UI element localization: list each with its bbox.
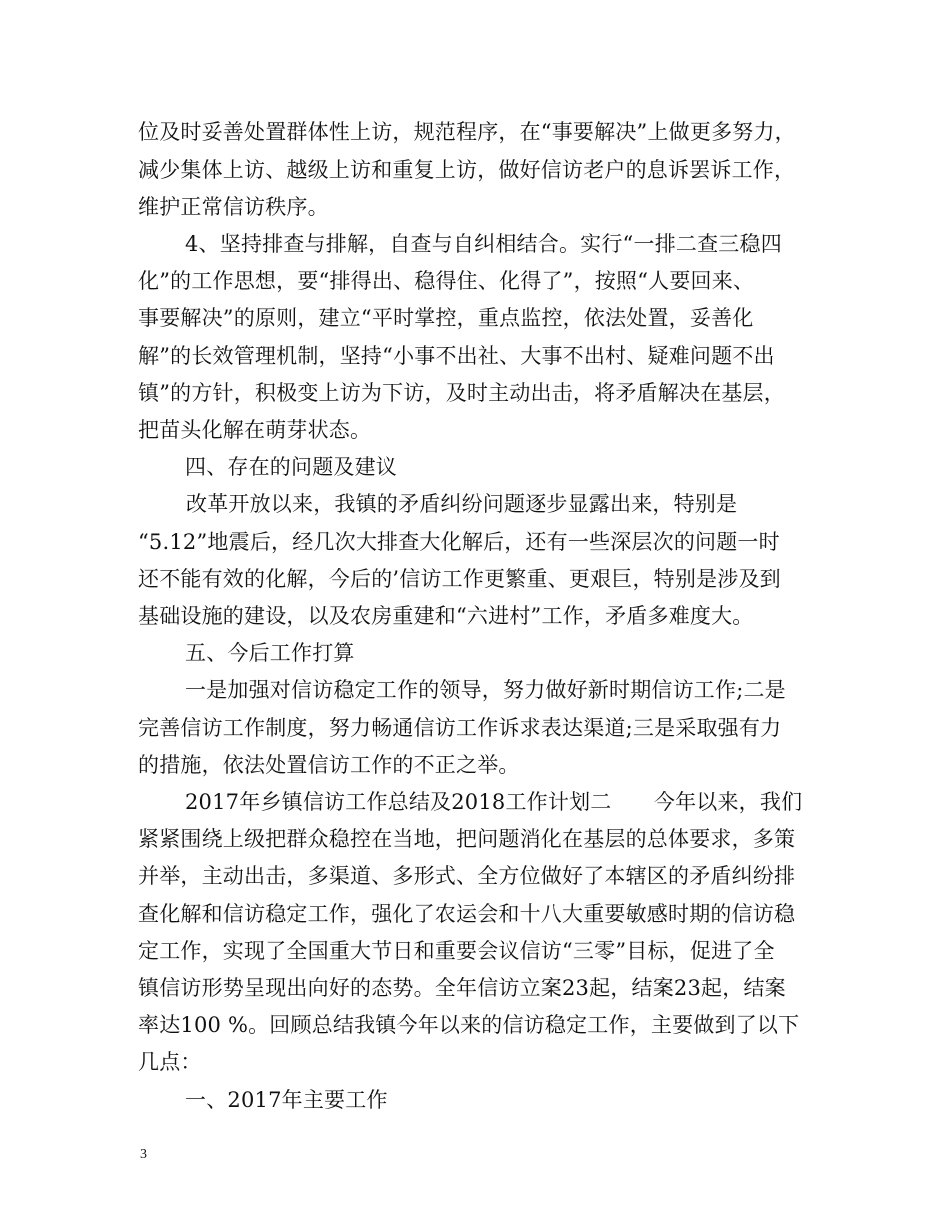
text-line-3: 维护正常信访秩序。 bbox=[138, 195, 329, 219]
text-line-17: 完善信访工作制度，努力畅通信访工作诉求表达渠道;三是采取强有力 bbox=[138, 716, 782, 740]
text-line-13: 还不能有效的化解，今后的’信访工作更繁重、更艰巨，特别是涉及到 bbox=[138, 567, 781, 591]
page-number: 3 bbox=[140, 1147, 147, 1162]
text-line-20: 紧紧围绕上级把群众稳控在当地，把问题消化在基层的总体要求，多策 bbox=[138, 827, 796, 851]
text-line-2: 减少集体上访、越级上访和重复上访，做好信访老户的息诉罢诉工作， bbox=[138, 158, 796, 182]
text-line-9: 把苗头化解在萌芽状态。 bbox=[138, 418, 372, 442]
text-line-4: 4、坚持排查与排解，自查与自纠相结合。实行“一排二查三稳四 bbox=[185, 232, 782, 256]
section-heading-5: 五、今后工作打算 bbox=[185, 641, 355, 665]
text-line-7: 解”的长效管理机制，坚持“小事不出社、大事不出村、疑难问题不出 bbox=[138, 344, 775, 368]
section-heading-4: 四、存在的问题及建议 bbox=[185, 455, 397, 479]
text-line-25: 率达100 %。回顾总结我镇今年以来的信访稳定工作，主要做到了以下 bbox=[138, 1013, 800, 1037]
text-line-16: 一是加强对信访稳定工作的领导，努力做好新时期信访工作;二是 bbox=[185, 678, 786, 702]
text-line-22: 查化解和信访稳定工作，强化了农运会和十八大重要敏感时期的信访稳 bbox=[138, 902, 796, 926]
text-line-8: 镇”的方针，积极变上访为下访，及时主动出击，将矛盾解决在基层， bbox=[138, 381, 785, 405]
section-heading-1: 一、2017年主要工作 bbox=[185, 1088, 388, 1112]
text-line-11: 改革开放以来，我镇的矛盾纠纷问题逐步显露出来，特别是 bbox=[186, 492, 738, 516]
text-line-26: 几点： bbox=[138, 1050, 202, 1074]
text-line-21: 并举，主动出击，多渠道、多形式、全方位做好了本辖区的矛盾纠纷排 bbox=[138, 864, 796, 888]
text-line-19: 2017年乡镇信访工作总结及2018工作计划二 今年以来，我们 bbox=[185, 790, 803, 814]
text-line-24: 镇信访形势呈现出向好的态势。全年信访立案23起，结案23起，结案 bbox=[138, 976, 786, 1000]
text-line-5: 化”的工作思想，要“排得出、稳得住、化得了”，按照“人要回来、 bbox=[138, 269, 755, 293]
text-line-18: 的措施，依法处置信访工作的不正之举。 bbox=[138, 753, 520, 777]
text-line-6: 事要解决”的原则，建立“平时掌控，重点监控，依法处置，妥善化 bbox=[138, 306, 754, 330]
text-line-23: 定工作，实现了全国重大节日和重要会议信访“三零”目标，促进了全 bbox=[138, 939, 775, 963]
text-line-12: “5.12”地震后，经几次大排查大化解后，还有一些深层次的问题一时 bbox=[138, 530, 780, 554]
text-line-1: 位及时妥善处置群体性上访，规范程序，在“事要解决”上做更多努力， bbox=[138, 120, 796, 144]
text-line-14: 基础设施的建设，以及农房重建和“六进村”工作，矛盾多难度大。 bbox=[138, 604, 754, 628]
